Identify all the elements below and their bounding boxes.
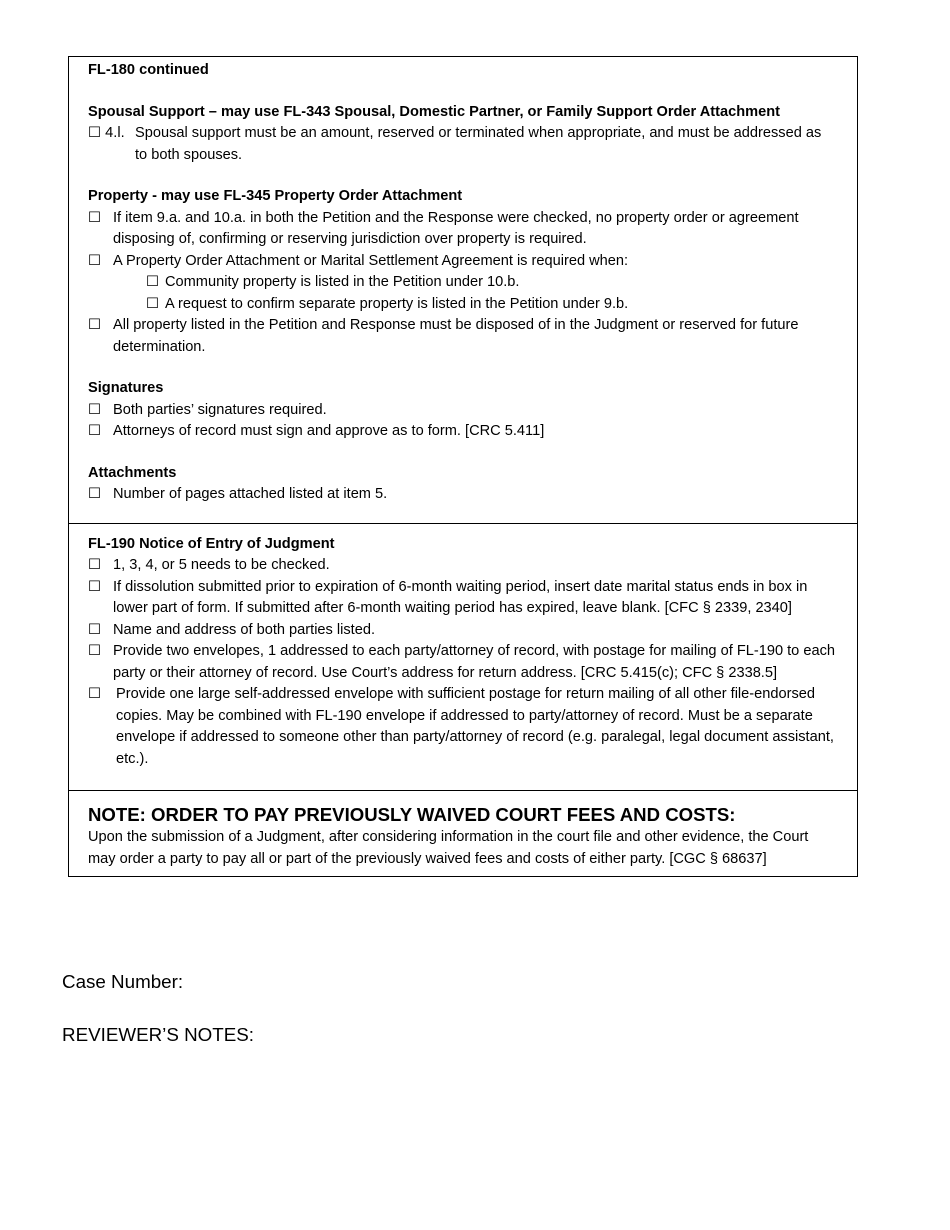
checkbox[interactable]: ☐ (88, 125, 102, 141)
item-text: Both parties’ signatures required. (113, 401, 327, 418)
item-text: All property listed in the Petition and Response must be disposed of in the Judgment or reserved for future determination. (113, 317, 799, 355)
item-text: Community property is listed in the Petition under 10.b. (165, 274, 520, 290)
fl190-item[interactable] (88, 641, 837, 684)
note-text: Upon the submission of a Judgment, after considering information in the court file and other evidence, the Court may order a party to pay all or part of the previously waived fees and costs of either party. [CGC § 68637] (88, 829, 809, 867)
property-item[interactable] (88, 251, 837, 273)
checklist-box (68, 56, 858, 877)
signatures-item[interactable] (88, 421, 837, 443)
attachments-item[interactable] (88, 484, 837, 506)
property-item[interactable] (88, 315, 837, 358)
spousal-support-item[interactable] (88, 123, 837, 166)
fl190-item[interactable] (88, 620, 837, 642)
note-title: NOTE: ORDER TO PAY PREVIOUSLY WAIVED COURT FEES AND COSTS: (88, 804, 736, 825)
reviewer-notes-label: REVIEWER’S NOTES: (62, 1024, 255, 1045)
note-section (69, 791, 857, 876)
item-number: 4.l. (105, 125, 125, 141)
fl190-item[interactable] (88, 555, 837, 577)
property-item[interactable] (88, 208, 837, 251)
checkbox[interactable]: ☐ (88, 252, 102, 269)
item-text: Provide two envelopes, 1 addressed to each party/attorney of record, with postage for mailing of FL-190 to each party or their attorney of record. Use Court’s address for return address. [CRC 5.415(c); CFC § 2338.5] (113, 643, 835, 681)
checkbox[interactable]: ☐ (88, 423, 102, 439)
item-text: Provide one large self-addressed envelope with sufficient postage for return mailing of all other file-endorsed copies. May be combined with FL-190 envelope if addressed to party/attorney of record. Must be a separate envelope if addressed to someone other than party/attorney of record (e.g. paralegal, legal document assistant, etc.). (116, 686, 834, 767)
item-text: A Property Order Attachment or Marital Settlement Agreement is required when: (113, 252, 629, 269)
property-sub-item[interactable] (88, 272, 837, 294)
fl180-heading: FL-180 continued (88, 62, 209, 78)
checkbox[interactable]: ☐ (88, 621, 102, 638)
item-text: Spousal support must be an amount, reserved or terminated when appropriate, and must be addressed as to both spouses. (135, 125, 822, 163)
signatures-item[interactable] (88, 400, 837, 422)
signatures-title: Signatures (88, 380, 164, 396)
item-text: 1, 3, 4, or 5 needs to be checked. (113, 557, 330, 573)
item-text: Name and address of both parties listed. (113, 621, 376, 638)
fl190-item[interactable] (88, 577, 837, 620)
case-number-label: Case Number: (62, 971, 184, 992)
checkbox[interactable]: ☐ (88, 486, 102, 502)
checkbox[interactable]: ☐ (88, 317, 102, 333)
item-text: If item 9.a. and 10.a. in both the Petition and the Response were checked, no property order or agreement disposing of, confirming or reserving jurisdiction over property is required. (113, 209, 799, 247)
spousal-support-title: Spousal Support – may use FL-343 Spousal, Domestic Partner, or Family Support Order Attachment (88, 103, 781, 120)
checkbox[interactable]: ☐ (88, 401, 102, 418)
item-text: If dissolution submitted prior to expiration of 6-month waiting period, insert date marital status ends in box in lower part of form. If submitted after 6-month waiting period has expired, leave blank. [CFC § 2339, 2340] (113, 578, 808, 616)
item-text: Number of pages attached listed at item 5. (113, 486, 388, 502)
fl180-section (69, 57, 857, 524)
item-text: A request to confirm separate property is listed in the Petition under 9.b. (165, 295, 629, 312)
checkbox[interactable]: ☐ (88, 686, 102, 702)
checkbox[interactable]: ☐ (88, 643, 102, 659)
property-title: Property - may use FL-345 Property Order Attachment (88, 188, 463, 204)
fl190-section (69, 524, 857, 792)
checkbox[interactable]: ☐ (146, 274, 160, 290)
checkbox[interactable]: ☐ (146, 295, 160, 312)
checkbox[interactable]: ☐ (88, 209, 102, 226)
checkbox[interactable]: ☐ (88, 578, 102, 595)
fl190-title: FL-190 Notice of Entry of Judgment (88, 535, 335, 552)
property-sub-item[interactable] (88, 294, 837, 316)
item-text: Attorneys of record must sign and approve as to form. [CRC 5.411] (113, 423, 545, 439)
fl190-item[interactable] (88, 684, 837, 770)
checkbox[interactable]: ☐ (88, 557, 102, 573)
attachments-title: Attachments (88, 464, 177, 481)
